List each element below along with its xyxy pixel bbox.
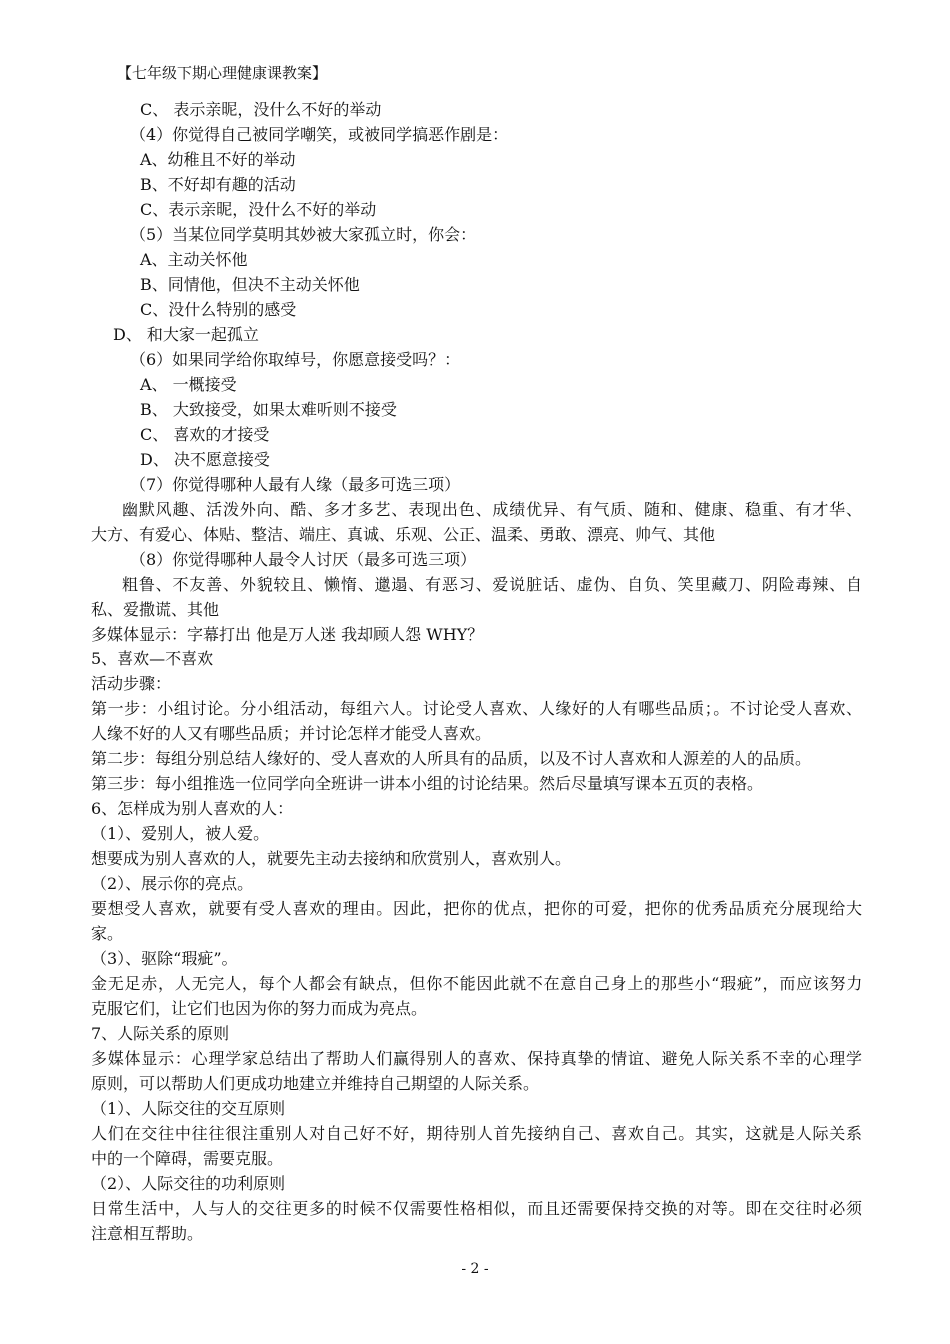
text-line: A、幼稚且不好的举动 xyxy=(140,150,296,169)
text-line: （1）、爱别人，被人爱。 xyxy=(91,824,270,843)
text-line: A、 一概接受 xyxy=(140,375,237,394)
text-line: （5）当某位同学莫明其妙被大家孤立时，你会： xyxy=(130,225,477,244)
text-line: A、主动关怀他 xyxy=(140,250,248,269)
text-line: （7）你觉得哪种人最有人缘（最多可选三项） xyxy=(130,475,461,494)
text-line: 注意相互帮助。 xyxy=(91,1224,204,1243)
text-line: 6、怎样成为别人喜欢的人： xyxy=(91,799,294,818)
text-line: C、 喜欢的才接受 xyxy=(140,425,270,444)
page-number: - 2 - xyxy=(461,1261,489,1277)
text-line: （8）你觉得哪种人最令人讨厌（最多可选三项） xyxy=(130,550,477,569)
text-line: 7、人际关系的原则 xyxy=(91,1024,230,1043)
text-line: B、不好却有趣的活动 xyxy=(140,175,296,194)
page-header: 【七年级下期心理健康课教案】 xyxy=(117,64,328,82)
text-line: 日常生活中，人与人的交往更多的时候不仅需要性格相似，而且还需要保持交换的对等。即在交往时必须 xyxy=(91,1199,863,1218)
text-line: 第三步：每小组推选一位同学向全班讲一讲本小组的讨论结果。然后尽量填写课本五页的表格。 xyxy=(91,774,764,793)
text-line: （2）、展示你的亮点。 xyxy=(91,874,254,893)
text-line: B、同情他，但决不主动关怀他 xyxy=(140,275,360,294)
text-line: 活动步骤： xyxy=(91,674,172,693)
text-line: 私、爱撒谎、其他 xyxy=(91,600,220,619)
text-line: 第二步：每组分别总结人缘好的、受人喜欢的人所具有的品质，以及不讨人喜欢和人源差的人的品质。 xyxy=(91,749,812,768)
text-line: （4）你觉得自己被同学嘲笑，或被同学搞恶作剧是： xyxy=(130,125,509,144)
text-line: 大方、有爱心、体贴、整洁、端庄、真诚、乐观、公正、温柔、勇敢、漂亮、帅气、其他 xyxy=(91,525,716,544)
text-line: 中的一个障碍，需要克服。 xyxy=(91,1149,284,1168)
text-line: 想要成为别人喜欢的人，就要先主动去接纳和欣赏别人，喜欢别人。 xyxy=(91,849,572,868)
text-line: 粗鲁、不友善、外貌较且、懒惰、邋遢、有恶习、爱说脏话、虚伪、自负、笑里藏刀、阴险毒辣、自 xyxy=(122,575,863,594)
text-line: C、表示亲昵，没什么不好的举动 xyxy=(140,200,377,219)
text-line: 克服它们，让它们也因为你的努力而成为亮点。 xyxy=(91,999,428,1018)
text-line: 多媒体显示：字幕打出 他是万人迷 我却顾人怨 WHY？ xyxy=(91,625,484,644)
text-line: 家。 xyxy=(91,924,124,943)
text-line: D、 决不愿意接受 xyxy=(140,450,270,469)
text-line: 多媒体显示：心理学家总结出了帮助人们赢得别人的喜欢、保持真挚的情谊、避免人际关系不幸的心理学 xyxy=(91,1049,863,1068)
text-line: 人缘不好的人又有哪些品质；并讨论怎样才能受人喜欢。 xyxy=(91,724,492,743)
text-line: 第一步：小组讨论。分小组活动，每组六人。讨论受人喜欢、人缘好的人有哪些品质；。不讨论受人喜欢、 xyxy=(91,699,863,718)
text-line: 金无足赤，人无完人，每个人都会有缺点，但你不能因此就不在意自己身上的那些小“瑕疵”，而应该努力 xyxy=(91,974,864,993)
text-line: （1）、人际交往的交互原则 xyxy=(91,1099,286,1118)
text-line: 要想受人喜欢，就要有受人喜欢的理由。因此，把你的优点，把你的可爱，把你的优秀品质充分展现给大 xyxy=(91,899,863,918)
text-line: D、 和大家一起孤立 xyxy=(113,325,259,344)
text-line: C、没什么特别的感受 xyxy=(140,300,297,319)
text-line: B、 大致接受，如果太难听则不接受 xyxy=(140,400,397,419)
text-line: 原则，可以帮助人们更成功地建立并维持自己期望的人际关系。 xyxy=(91,1074,540,1093)
text-line: （2）、人际交往的功利原则 xyxy=(91,1174,286,1193)
text-line: 幽默风趣、活泼外向、酷、多才多艺、表现出色、成绩优异、有气质、随和、健康、稳重、有才华、 xyxy=(122,500,863,519)
text-line: （6）如果同学给你取绰号，你愿意接受吗？： xyxy=(130,350,461,369)
text-line: （3）、驱除“瑕疵”。 xyxy=(91,949,238,968)
text-line: 5、喜欢—不喜欢 xyxy=(91,649,214,668)
text-line: C、 表示亲昵，没什么不好的举动 xyxy=(140,100,382,119)
text-line: 人们在交往中往往很注重别人对自己好不好，期待别人首先接纳自己、喜欢自己。其实，这就是人际关系 xyxy=(91,1124,863,1143)
